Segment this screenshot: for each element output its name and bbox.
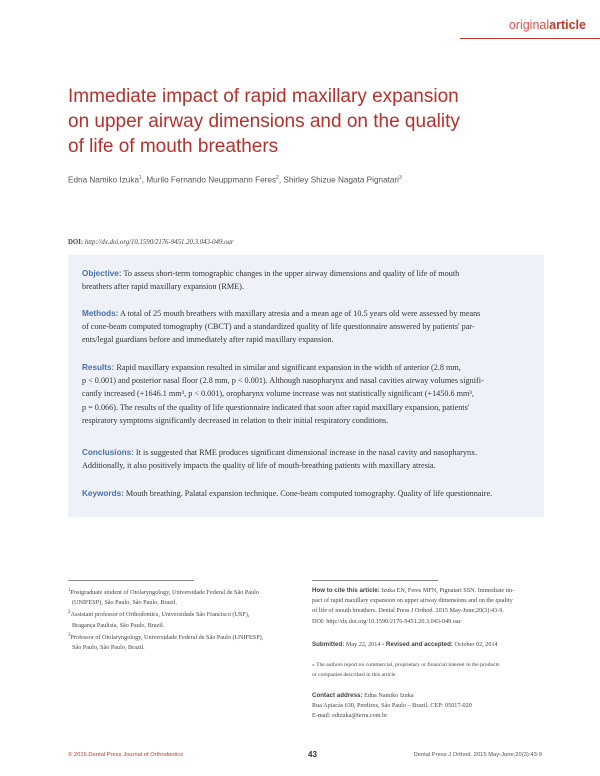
doi-link[interactable]: http://dx.doi.org/10.1590/2176-9451.20.3.043-049.oar	[84, 239, 234, 246]
abstract-line: respiratory symptoms significantly decreased in relation to their initial respiratory conditions.	[82, 415, 389, 425]
tag-original: original	[508, 18, 550, 32]
submitted-date: May 22, 2014	[345, 641, 381, 648]
abstract-line: of cone-beam computed tomography (CBCT) and a standardized quality of life questionnaire answered by patients' par-	[82, 322, 475, 332]
tag-article: article	[549, 18, 586, 32]
cite-label: How to cite this article:	[312, 587, 380, 594]
abstract-line: It is suggested that RME produces significant dimensional increase in the nasal cavity and nasopharynx.	[135, 448, 478, 457]
footnote-line: Assistant professor of Orthodontics, Universidade São Francisco (USF),	[70, 611, 250, 619]
date-separator: -	[380, 641, 386, 648]
abstract-line: ents/legal guardians before and immediately after rapid maxillary expansion.	[82, 335, 334, 345]
footnote-line: Postgraduate student of Otolaryngology, Universidade Federal de São Paulo	[70, 589, 259, 597]
author-list: Edna Namiko Izuka$^1$, Murilo Fernando Neuppmann Feres$^2$, Shirley Shizue Nagata Pignatari$^3$	[68, 175, 402, 185]
abstract-line: A total of 25 mouth breathers with maxillary atresia and a mean age of 10.5 years old were assessed by means	[120, 309, 481, 318]
abstract-line: breathers after rapid maxillary expansion (RME).	[82, 282, 244, 292]
abstract-line: To assess short-term tomographic changes in the upper airway dimensions and quality of life of mouth	[123, 269, 460, 278]
abstract-objective	[82, 267, 544, 293]
footnote-line: Professor of Otolaryngology, Universidade Federal de São Paulo (UNIFESP),	[70, 634, 264, 641]
abstract-line: cantly increased (+1646.1 mm³, p < 0.001), oropharynx volume increase was not statistically significant (+1450.6 mm³,	[82, 389, 474, 399]
article-title	[68, 84, 538, 159]
article-type-tag	[509, 18, 586, 32]
abstract-line: Additionally, it also positively impacts the quality of life of mouth-breathing patients with maxillary atresia.	[82, 461, 436, 471]
disclosure-line: » The authors report no commercial, proprietary or financial interest in the products	[312, 662, 500, 668]
author-name: Murilo Fernando Neuppmann Feres	[146, 175, 277, 185]
author-name: Edna Namiko Izuka	[68, 175, 139, 185]
abstract-line: Mouth breathing. Palatal expansion technique. Cone-beam computed tomography. Quality of life questionnaire.	[125, 489, 493, 498]
how-to-cite	[312, 586, 552, 627]
contact-label: Contact address:	[312, 692, 363, 699]
contact-address	[312, 691, 552, 722]
abstract-results	[82, 361, 544, 427]
doi-line	[68, 239, 234, 246]
title-line: on upper airway dimensions and on the quality	[68, 111, 460, 132]
cite-line: Izuka EN, Feres MFN, Pignatari SSN. Immediate im-	[381, 587, 515, 594]
abstract-keywords	[82, 487, 544, 500]
abstract-line: p = 0.066). The results of the quality of life questionnaire indicated that soon after rapid maxillary expansion, patients'	[82, 402, 470, 412]
abstract-label: Methods:	[82, 309, 119, 318]
author-affiliation-sup: 3	[399, 175, 402, 181]
footer-journal: Dental Press J Orthod. 2015 May-June;20(3):43-9	[413, 752, 542, 758]
submitted-label: Submitted:	[312, 641, 345, 648]
footnote-sup: 3	[68, 632, 71, 638]
cite-line[interactable]: DOI: http://dx.doi.org/10.1590/2176-9451.20.3.043-049.oar	[312, 617, 461, 625]
abstract-label: Results:	[82, 363, 115, 372]
abstract-methods	[82, 307, 544, 347]
author-name: Shirley Shizue Nagata Pignatari	[283, 175, 399, 185]
footnote-line: Bragança Paulista, São Paulo, Brazil.	[72, 621, 165, 629]
abstract-line: p < 0.001) and posterior nasal floor (2.8 mm, p < 0.001). Although nasopharynx and nasal cavities airway volumes signifi-	[82, 376, 484, 386]
footnotes	[68, 586, 298, 653]
abstract-line: Rapid maxillary expansion resulted in similar and significant expansion in the width of anterior (2.8 mm,	[116, 363, 461, 372]
title-line: of life of mouth breathers	[68, 136, 279, 157]
footnote	[68, 631, 298, 653]
contact-line: Rua Apiacás 630, Perdizes, São Paulo – Brazil. CEP: 05017-020	[312, 702, 472, 710]
footnote	[68, 608, 298, 630]
footer-copyright: © 2015 Dental Press Journal of Orthodontics	[68, 752, 184, 758]
cite-line: of life of mouth breathers. Dental Press J Orthod. 2015 May-June;20(3):43-9.	[312, 607, 504, 615]
contact-email[interactable]: E-mail: edizuka@terra.com.br	[312, 712, 388, 720]
footnote-sup: 2	[68, 610, 71, 616]
footnote-line: São Paulo, São Paulo, Brazil.	[72, 644, 145, 652]
footnote-sup: 1	[68, 588, 71, 593]
abstract-box	[68, 255, 544, 517]
abstract-label: Keywords:	[82, 489, 124, 498]
footnote	[68, 586, 298, 608]
abstract-label: Objective:	[82, 269, 122, 278]
author-affiliation-sup: 2	[276, 175, 279, 181]
title-line: Immediate impact of rapid maxillary expansion	[68, 86, 459, 107]
author-affiliation-sup: 1	[139, 175, 142, 181]
footnote-rule	[68, 580, 194, 581]
abstract-label: Conclusions:	[82, 448, 134, 457]
revised-label: Revised and accepted:	[385, 641, 453, 648]
submission-dates	[312, 640, 552, 650]
cite-line: pact of rapid maxillary expansion on upper airway dimensions and on the quality	[312, 597, 513, 605]
tag-underline	[460, 38, 600, 39]
doi-label: DOI:	[68, 239, 84, 246]
sidebar-rule	[312, 580, 438, 581]
abstract-conclusions	[82, 446, 544, 472]
revised-date: October 02, 2014	[454, 641, 498, 648]
disclosure-note	[312, 661, 552, 680]
contact-name: Edna Namiko Izuka	[364, 692, 414, 699]
page-number: 43	[308, 750, 317, 759]
footnote-line: (UNIFESP), São Paulo, São Paulo, Brazil.	[72, 599, 178, 607]
disclosure-line: or companies described in this article.	[312, 671, 397, 678]
